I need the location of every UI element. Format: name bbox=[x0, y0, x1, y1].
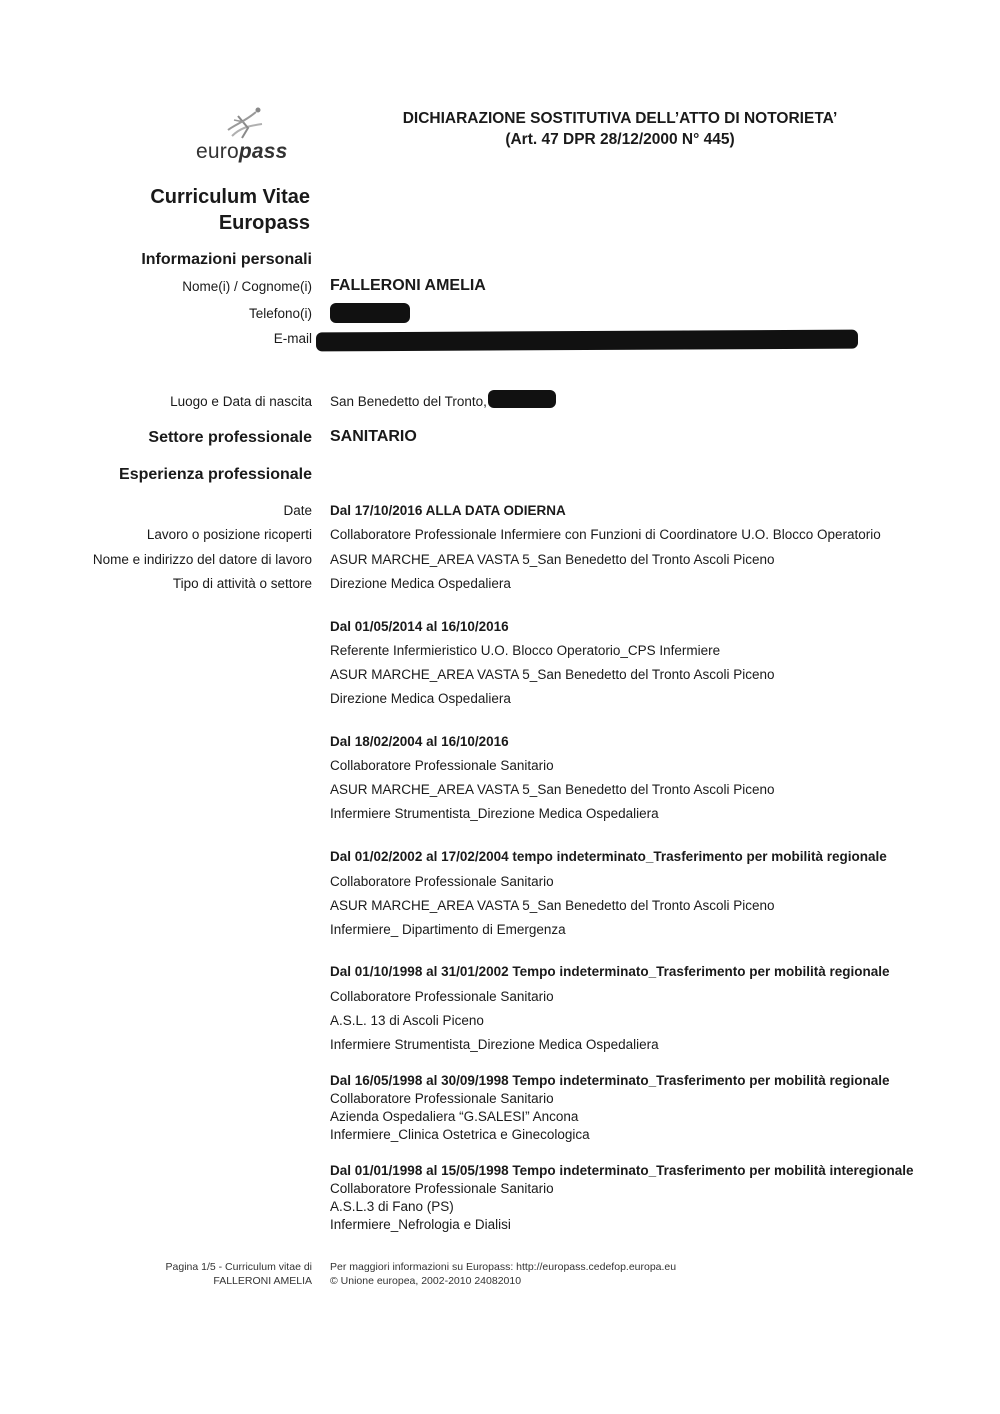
job-date: Dal 18/02/2004 al 16/10/2016 bbox=[330, 734, 509, 749]
footer-europass-info bbox=[330, 1260, 676, 1288]
employer-label: Nome e indirizzo del datore di lavoro bbox=[92, 552, 312, 567]
header-title: DICHIARAZIONE SOSTITUTIVA DELL’ATTO DI NOTORIETA’ bbox=[402, 110, 838, 127]
europass-figure-icon bbox=[218, 104, 268, 142]
footer-copyright: © Unione europea, 2002-2010 24082010 bbox=[330, 1275, 522, 1287]
job-date: Dal 01/05/2014 al 16/10/2016 bbox=[330, 619, 509, 634]
job-employer: A.S.L. 13 di Ascoli Piceno bbox=[330, 1013, 484, 1028]
job-position: Collaboratore Professionale Infermiere con Funzioni di Coordinatore U.O. Blocco Operatorio bbox=[330, 527, 881, 542]
sector-label: Settore professionale bbox=[148, 429, 312, 446]
document-header bbox=[340, 108, 900, 150]
phone-redacted bbox=[330, 303, 410, 323]
job-date: Dal 16/05/1998 al 30/09/1998 Tempo indeterminato_Trasferimento per mobilità regionale bbox=[330, 1073, 890, 1088]
job-date: Dal 01/01/1998 al 15/05/1998 Tempo indeterminato_Trasferimento per mobilità interegionale bbox=[330, 1163, 914, 1178]
type-label: Tipo di attività o settore bbox=[172, 576, 312, 591]
job-type: Infermiere Strumentista_Direzione Medica Ospedaliera bbox=[330, 1037, 659, 1052]
job-type: Infermiere Strumentista_Direzione Medica Ospedaliera bbox=[330, 806, 659, 821]
job-type: Direzione Medica Ospedaliera bbox=[330, 691, 511, 706]
section-personal-info: Informazioni personali bbox=[141, 251, 312, 268]
job-position: Referente Infermieristico U.O. Blocco Operatorio_CPS Infermiere bbox=[330, 643, 721, 658]
cv-title-line2: Europass bbox=[218, 212, 310, 234]
job-date: Dal 01/10/1998 al 31/01/2002 Tempo indeterminato_Trasferimento per mobilità regionale bbox=[330, 964, 890, 979]
header-subtitle: (Art. 47 DPR 28/12/2000 N° 445) bbox=[505, 131, 735, 148]
job-date: Dal 01/02/2002 al 17/02/2004 tempo indeterminato_Trasferimento per mobilità regionale bbox=[330, 849, 887, 864]
job-position: Collaboratore Professionale Sanitario bbox=[330, 1091, 554, 1106]
job-employer: ASUR MARCHE_AREA VASTA 5_San Benedetto del Tronto Ascoli Piceno bbox=[330, 782, 775, 797]
birth-label: Luogo e Data di nascita bbox=[170, 394, 312, 409]
job-employer: ASUR MARCHE_AREA VASTA 5_San Benedetto del Tronto Ascoli Piceno bbox=[330, 552, 775, 567]
footer-page-info bbox=[166, 1260, 312, 1288]
job-employer: Azienda Ospedaliera “G.SALESI” Ancona bbox=[330, 1109, 579, 1124]
footer-europass-link: Per maggiori informazioni su Europass: http://europass.cedefop.europa.eu bbox=[330, 1261, 677, 1273]
job-type: Infermiere_ Dipartimento di Emergenza bbox=[330, 922, 566, 937]
phone-label: Telefono(i) bbox=[248, 306, 312, 321]
logo-wordmark: europass bbox=[196, 140, 288, 163]
footer-page-number: Pagina 1/5 - Curriculum vitae di bbox=[165, 1261, 312, 1273]
europass-logo bbox=[196, 104, 306, 164]
job-employer: ASUR MARCHE_AREA VASTA 5_San Benedetto del Tronto Ascoli Piceno bbox=[330, 667, 775, 682]
job-position: Collaboratore Professionale Sanitario bbox=[330, 758, 554, 773]
job-employer: ASUR MARCHE_AREA VASTA 5_San Benedetto del Tronto Ascoli Piceno bbox=[330, 898, 775, 913]
job-position: Collaboratore Professionale Sanitario bbox=[330, 989, 554, 1004]
email-redacted bbox=[316, 330, 858, 352]
job-position: Collaboratore Professionale Sanitario bbox=[330, 874, 554, 889]
date-label: Date bbox=[283, 503, 312, 518]
cv-title-line1: Curriculum Vitae bbox=[150, 186, 310, 208]
birth-place: San Benedetto del Tronto, bbox=[330, 394, 487, 409]
name-label: Nome(i) / Cognome(i) bbox=[182, 279, 312, 294]
sector-value: SANITARIO bbox=[330, 428, 417, 445]
job-type: Infermiere_Nefrologia e Dialisi bbox=[330, 1217, 511, 1232]
job-employer: A.S.L.3 di Fano (PS) bbox=[330, 1199, 454, 1214]
birthdate-redacted bbox=[488, 390, 556, 408]
section-experience: Esperienza professionale bbox=[119, 466, 312, 483]
job-label: Lavoro o posizione ricoperti bbox=[146, 527, 312, 542]
job-type: Direzione Medica Ospedaliera bbox=[330, 576, 511, 591]
cv-title bbox=[150, 184, 310, 236]
job-type: Infermiere_Clinica Ostetrica e Ginecologica bbox=[330, 1127, 590, 1142]
email-label: E-mail bbox=[273, 331, 312, 346]
name-value: FALLERONI AMELIA bbox=[330, 277, 486, 294]
footer-name: FALLERONI AMELIA bbox=[213, 1275, 312, 1287]
job-date: Dal 17/10/2016 ALLA DATA ODIERNA bbox=[330, 503, 566, 518]
job-position: Collaboratore Professionale Sanitario bbox=[330, 1181, 554, 1196]
